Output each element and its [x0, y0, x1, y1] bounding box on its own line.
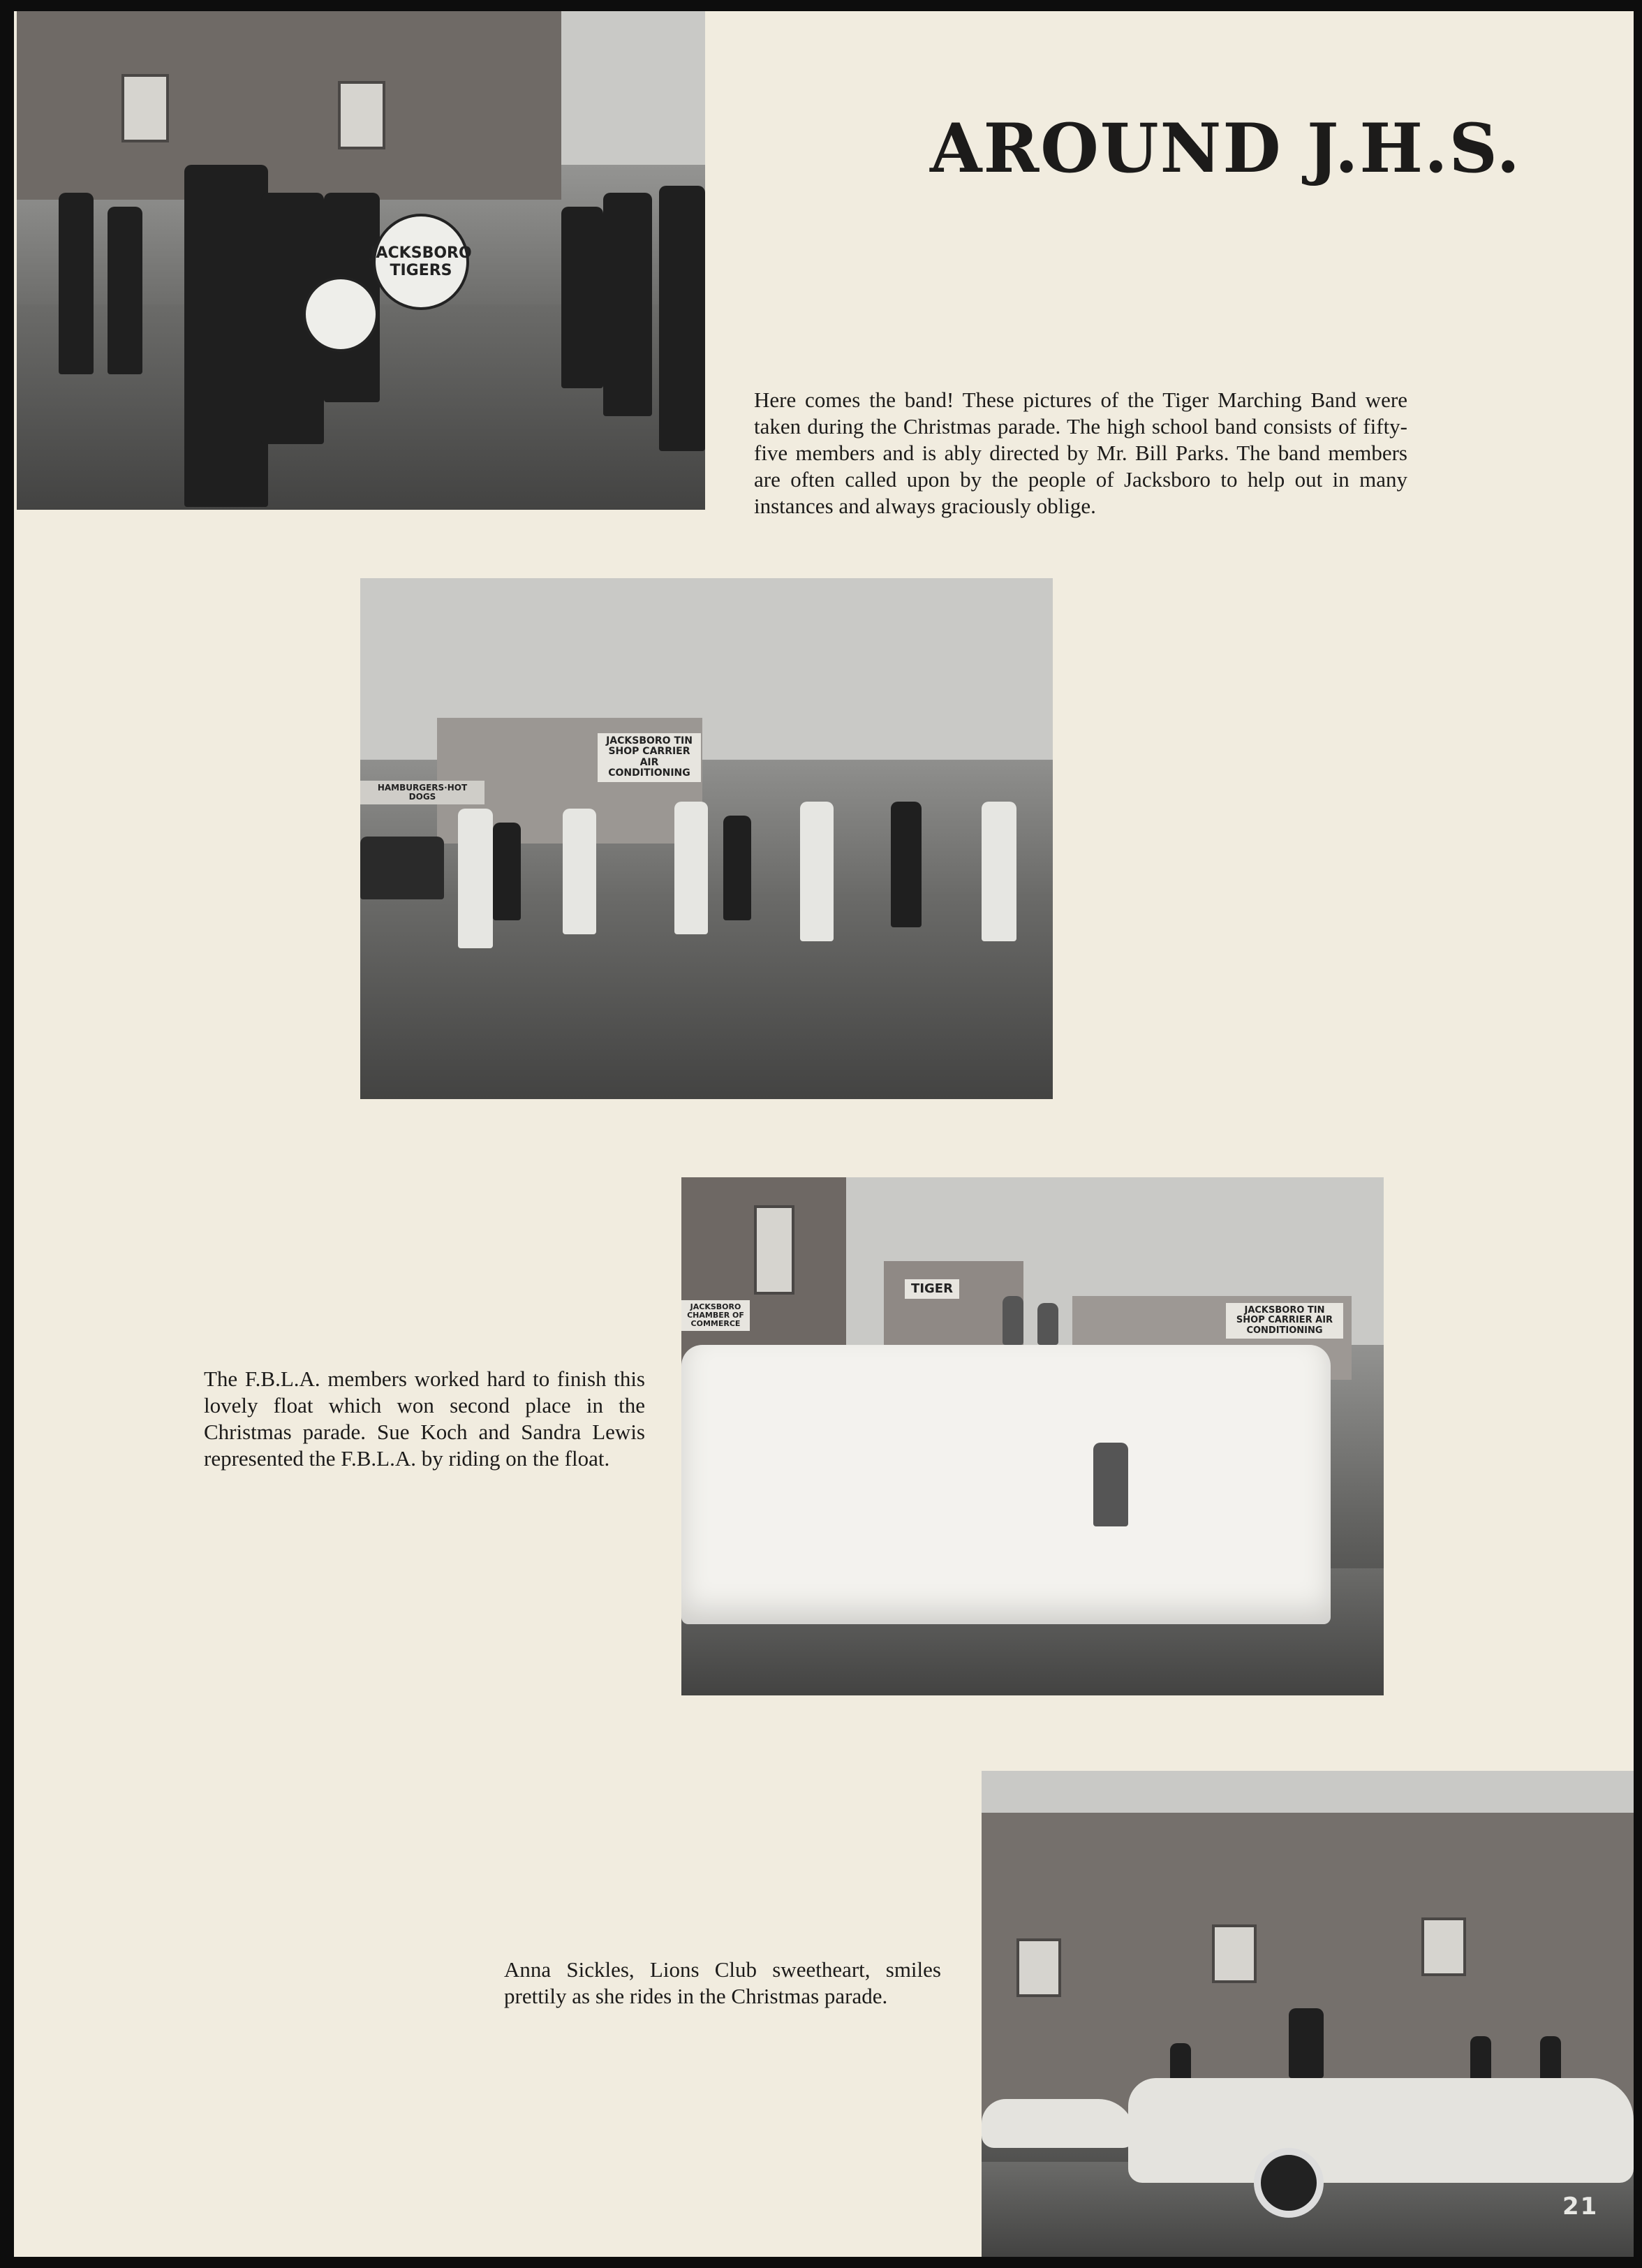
- convertible-car: [1128, 2078, 1634, 2183]
- fbla-caption: The F.B.L.A. members worked hard to finish this lovely float which won second place in the Christmas parade. Sue Koch and Sandra Lewis represented the F.B.L.A. by riding on the float.: [204, 1367, 645, 1471]
- page-title: AROUND J.H.S.: [930, 109, 1521, 188]
- anna-caption: Anna Sickles, Lions Club sweetheart, smiles prettily as she rides in the Christmas parade.: [504, 1957, 941, 2008]
- band-caption: Here comes the band! These pictures of the Tiger Marching Band were taken during the Christmas parade. The high school band consists of fifty-five members and is ably directed by Mr. Bill Parks. The band members are often called upon by the people of Jacksboro to help out in many instances and always graciously oblige.: [754, 388, 1407, 518]
- fbla-float-photo: [681, 1177, 1384, 1695]
- hamburger-sign: HAMBURGERS·HOT DOGS: [360, 781, 485, 804]
- float-tin-shop-sign: JACKSBORO TIN SHOP CARRIER AIR CONDITIONING: [1226, 1303, 1343, 1339]
- chamber-sign: JACKSBORO CHAMBER OF COMMERCE: [681, 1300, 750, 1331]
- band-street-photo: [360, 578, 1053, 1099]
- band-closeup-photo: [17, 11, 705, 510]
- drum-head: JACKSBORO TIGERS: [373, 214, 469, 310]
- page-number: 21: [1562, 2193, 1599, 2221]
- convertible-photo: [982, 1771, 1634, 2257]
- yearbook-page: [14, 11, 1634, 2257]
- tiger-sign: TIGER: [905, 1279, 959, 1299]
- tin-shop-sign: JACKSBORO TIN SHOP CARRIER AIR CONDITIONING: [598, 733, 701, 782]
- float: [681, 1345, 1331, 1624]
